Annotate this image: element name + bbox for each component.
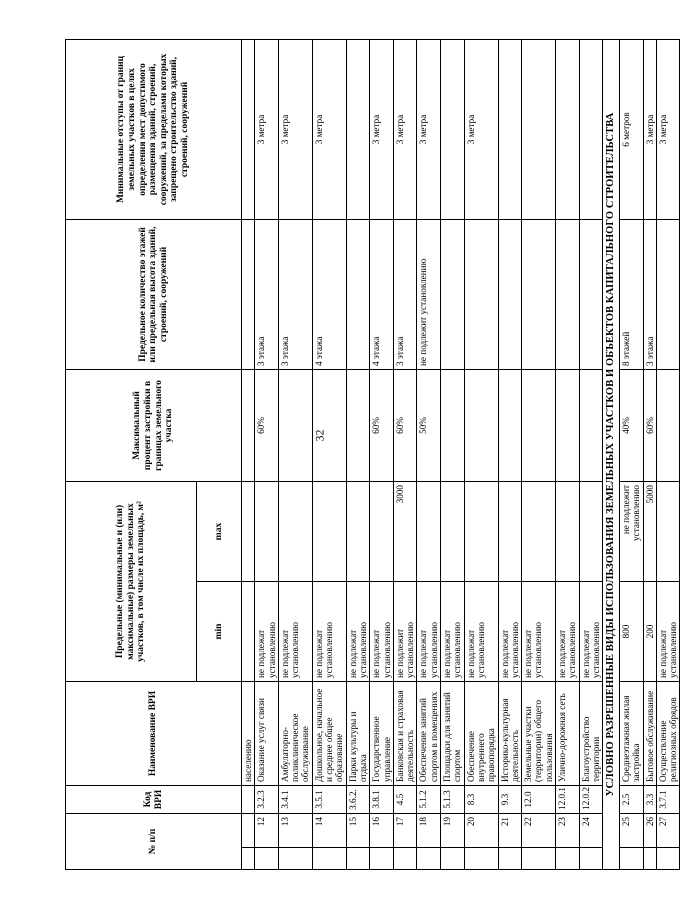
cell-name: Площадки для занятий спортом <box>441 681 465 785</box>
cell-min: не подлежат установлению <box>441 581 465 681</box>
cell-max <box>278 481 312 581</box>
cell-min: не подлежат установлению <box>522 581 556 681</box>
table-row <box>242 39 255 869</box>
cell-min: не подлежат установлению <box>498 581 522 681</box>
cell-blank <box>417 848 441 870</box>
cell-num: 26 <box>643 813 656 847</box>
cell-setback <box>556 39 580 219</box>
cell-setback: 3 метра <box>393 39 417 219</box>
cell-percent: 60% <box>643 369 656 481</box>
cell-code: 5.1.2 <box>417 785 441 813</box>
cell-floors <box>464 219 498 369</box>
header-setback: Минимальные отступы от границ земельных участков в целях определения мест допустимого размещения зданий, строений, сооружений, за пределами которых запрещено строительство зданий, строений, сооружений <box>66 39 242 219</box>
cell-floors: 4 этажа <box>370 219 394 369</box>
cell-percent <box>464 369 498 481</box>
cell-min: не подлежат установлению <box>656 581 680 681</box>
cell-floors: 3 этажа <box>643 219 656 369</box>
cell-num: 23 <box>556 813 580 847</box>
cell-percent <box>522 369 556 481</box>
cell-min: не подлежат установлению <box>346 581 370 681</box>
cell-floors: 3 этажа <box>255 219 279 369</box>
cell-code: 12.0.1 <box>556 785 580 813</box>
cell-setback: 3 метра <box>370 39 394 219</box>
cell-min: не подлежат установлению <box>579 581 603 681</box>
cell-max <box>370 481 394 581</box>
cell-code: 8.3 <box>464 785 498 813</box>
cell-min: не подлежит установлению <box>393 581 417 681</box>
cell-floors: 8 этажей <box>619 219 643 369</box>
cell-percent <box>556 369 580 481</box>
header-area: Предельные (минимальные и (или) максимальные) размеры земельных участков, в том числе их площадь, м² <box>66 481 197 681</box>
cell-code: 3.3 <box>643 785 656 813</box>
page-number: 32 <box>312 429 327 442</box>
cell-name: Историко-культурная деятельность <box>498 681 522 785</box>
cell-code: 3.2.3 <box>255 785 279 813</box>
cell-setback <box>522 39 556 219</box>
cell-code: 5.1.3 <box>441 785 465 813</box>
table-row <box>522 39 556 869</box>
cell-code: 3.5.1 <box>312 785 346 813</box>
table-row <box>643 39 656 869</box>
cell-percent <box>656 369 680 481</box>
cell-name: Осуществление религиозных обрядов <box>656 681 680 785</box>
table-row <box>393 39 417 869</box>
cell-floors <box>656 219 680 369</box>
cell-floors <box>346 219 370 369</box>
cell-blank <box>464 848 498 870</box>
cell-blank <box>556 848 580 870</box>
cell-floors <box>441 219 465 369</box>
cell-blank <box>498 848 522 870</box>
cell-max <box>556 481 580 581</box>
cell-min: не подлежат установлению <box>370 581 394 681</box>
cell-code: 3.7.1 <box>656 785 680 813</box>
zoning-table <box>65 39 680 870</box>
cell-min: не подлежат установлению <box>464 581 498 681</box>
cell-setback <box>579 39 603 219</box>
table-row <box>556 39 580 869</box>
cell-setback: 3 метра <box>656 39 680 219</box>
cell-name: Оказание услуг связи <box>255 681 279 785</box>
table-row <box>619 39 643 869</box>
cell-percent <box>579 369 603 481</box>
cell-name: Бытовое обслуживание <box>643 681 656 785</box>
cell-num: 14 <box>312 813 346 847</box>
cell-blank <box>393 848 417 870</box>
cell-num: 17 <box>393 813 417 847</box>
cell-max <box>464 481 498 581</box>
cell-num: 18 <box>417 813 441 847</box>
cell-min: не подлежат установлению <box>417 581 441 681</box>
cell-name: Среднеэтажная жилая застройка <box>619 681 643 785</box>
cell-blank <box>643 848 656 870</box>
cell-floors: 4 этажа <box>312 219 346 369</box>
cell-name: Дошкольное, начальное и среднее общее образование <box>312 681 346 785</box>
cell-code: 2.5 <box>619 785 643 813</box>
cell-setback: 3 метра <box>643 39 656 219</box>
table-row <box>255 39 279 869</box>
header-max: max <box>197 481 242 581</box>
header-name: Наименование ВРИ <box>66 681 242 785</box>
cell-name: Банковская и страховая деятельность <box>393 681 417 785</box>
table-row <box>312 39 346 869</box>
cell-percent: 40% <box>619 369 643 481</box>
table-row <box>417 39 441 869</box>
cell-percent: 60% <box>370 369 394 481</box>
cell-code: 12.0.2 <box>579 785 603 813</box>
cell-code: 3.8.1 <box>370 785 394 813</box>
cell-blank <box>579 848 603 870</box>
rotated-page <box>65 40 679 870</box>
cell-code: 9.3 <box>498 785 522 813</box>
cell-num: 22 <box>522 813 556 847</box>
cell-floors <box>579 219 603 369</box>
cell-max <box>579 481 603 581</box>
cell-max <box>255 481 279 581</box>
cell-setback: 3 метра <box>417 39 441 219</box>
cell-num: 24 <box>579 813 603 847</box>
cell-num: 20 <box>464 813 498 847</box>
cell-setback: 3 метра <box>312 39 346 219</box>
cell-max <box>656 481 680 581</box>
cell-max: 5000 <box>643 481 656 581</box>
cell-floors <box>522 219 556 369</box>
cell-min: не подлежат установлению <box>278 581 312 681</box>
cell-code: 4.5 <box>393 785 417 813</box>
cell-floors <box>556 219 580 369</box>
cell-percent: 60% <box>393 369 417 481</box>
cell-blank <box>255 848 279 870</box>
cell-floors: не подлежит установлению <box>417 219 441 369</box>
cell-setback: 3 метра <box>464 39 498 219</box>
cell-percent <box>498 369 522 481</box>
cell-min: не подлежат установлению <box>556 581 580 681</box>
header-code: Код ВРИ <box>66 785 242 813</box>
table-row <box>464 39 498 869</box>
cell-num: 15 <box>346 813 370 847</box>
cell-name: Благоустройство территории <box>579 681 603 785</box>
cell-num: 21 <box>498 813 522 847</box>
table-row <box>441 39 465 869</box>
cell-setback: 3 метра <box>255 39 279 219</box>
cell-max: 3000 <box>393 481 417 581</box>
cell-percent <box>441 369 465 481</box>
header-num: № п/п <box>66 813 242 869</box>
table-row <box>370 39 394 869</box>
cell-blank <box>656 848 680 870</box>
section-row <box>603 39 620 869</box>
cell-name: Обеспечение внутреннего правопорядка <box>464 681 498 785</box>
cell-num: 25 <box>619 813 643 847</box>
cell-name: Улично-дорожная сеть <box>556 681 580 785</box>
header-min: min <box>197 581 242 681</box>
cell-blank <box>312 848 346 870</box>
cell-setback <box>498 39 522 219</box>
cell-blank <box>441 848 465 870</box>
cell-blank <box>619 848 643 870</box>
cell-floors: 3 этажа <box>393 219 417 369</box>
section-title: УСЛОВНО РАЗРЕШЕННЫЕ ВИДЫ ИСПОЛЬЗОВАНИЯ ЗЕМЕЛЬНЫХ УЧАСТКОВ И ОБЪЕКТОВ КАПИТАЛЬНОГО СТРОИТЕЛЬСТВА <box>603 39 620 869</box>
cell-num: 13 <box>278 813 312 847</box>
cell-max <box>498 481 522 581</box>
cell-setback: 3 метра <box>278 39 312 219</box>
cell-name: Амбулаторно-поликлиническое обслуживание <box>278 681 312 785</box>
cell-num: 16 <box>370 813 394 847</box>
cell-num: 19 <box>441 813 465 847</box>
cell-num: 12 <box>255 813 279 847</box>
cell-percent <box>278 369 312 481</box>
cell-max <box>417 481 441 581</box>
cell-setback <box>441 39 465 219</box>
cell-blank <box>370 848 394 870</box>
cell-setback <box>346 39 370 219</box>
cell-name: Парки культуры и отдыха <box>346 681 370 785</box>
cell-code: 12.0 <box>522 785 556 813</box>
cell-percent: 50% <box>417 369 441 481</box>
table-row <box>498 39 522 869</box>
cell-max <box>441 481 465 581</box>
table-row <box>346 39 370 869</box>
cell-max <box>312 481 346 581</box>
table-row <box>656 39 680 869</box>
cell-max <box>346 481 370 581</box>
cell-max <box>522 481 556 581</box>
header-percent: Максимальный процент застройки в границах земельного участка <box>66 369 242 481</box>
table-row <box>278 39 312 869</box>
cell-blank <box>522 848 556 870</box>
cell-code: 3.6.2. <box>346 785 370 813</box>
cell-blank <box>346 848 370 870</box>
cell-floors <box>498 219 522 369</box>
cell-name: Обеспечение занятий спортом в помещениях <box>417 681 441 785</box>
cell-max: не подлежит установлению <box>619 481 643 581</box>
cell-min: 200 <box>643 581 656 681</box>
header-floors: Предельное количество этажей или предельная высота зданий, строений, сооружений <box>66 219 242 369</box>
cell-percent <box>312 369 346 481</box>
cell-name: Земельные участки (территории) общего пользования <box>522 681 556 785</box>
cell-num: 27 <box>656 813 680 847</box>
cell-min: не подлежат установлению <box>312 581 346 681</box>
cell-blank <box>278 848 312 870</box>
cell-floors: 3 этажа <box>278 219 312 369</box>
cell-percent <box>346 369 370 481</box>
cell-code: 3.4.1 <box>278 785 312 813</box>
table-row <box>579 39 603 869</box>
cell-name: Государственное управление <box>370 681 394 785</box>
cell-percent: 60% <box>255 369 279 481</box>
cell-setback: 6 метров <box>619 39 643 219</box>
cell-min: не подлежат установлению <box>255 581 279 681</box>
cell-name: населению <box>242 681 255 785</box>
cell-min: 800 <box>619 581 643 681</box>
